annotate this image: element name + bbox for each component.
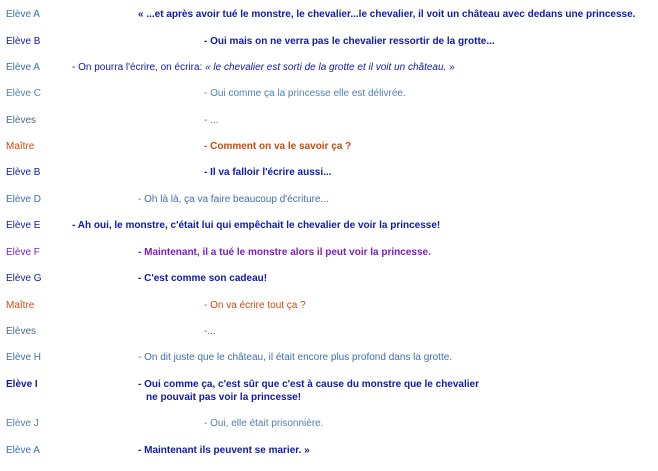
- dialogue-row: [0, 352, 658, 366]
- speaker-label: Elève I: [6, 379, 38, 390]
- dialogue-row: [0, 36, 658, 50]
- dialogue-line: - Il va falloir l'écrire aussi...: [204, 167, 332, 178]
- dialogue-row: [0, 9, 658, 23]
- dialogue-row: [0, 445, 658, 459]
- speaker-label: Elève A: [6, 445, 40, 456]
- dialogue-line: - Oui comme ça, c'est sûr que c'est à cause du monstre que le chevalier: [138, 379, 480, 390]
- speaker-label: Elèves: [6, 115, 37, 126]
- dialogue-line: - Oh là là, ça va faire beaucoup d'écriture...: [138, 194, 329, 205]
- dialogue-quote: « le chevalier est sorti de la grotte et il voit un château.: [205, 62, 447, 73]
- speaker-label: Elève G: [6, 273, 42, 284]
- speaker-label: Elève J: [6, 418, 39, 429]
- dialogue-row: [0, 273, 658, 287]
- dialogue-row: [0, 247, 658, 261]
- speaker-label: Elève A: [6, 9, 40, 20]
- speaker-label: Maître: [6, 300, 35, 311]
- dialogue-line: - On dit juste que le château, il était encore plus profond dans la grotte.: [138, 352, 453, 363]
- dialogue-line: - On va écrire tout ça ?: [204, 300, 306, 311]
- dialogue-row: [0, 167, 658, 181]
- dialogue-line: - ...: [204, 115, 219, 126]
- dialogue-row: [0, 141, 658, 155]
- dialogue-row: [0, 220, 658, 234]
- speaker-label: Elève B: [6, 36, 41, 47]
- dialogue-line: - C'est comme son cadeau!: [138, 273, 268, 284]
- speaker-label: Elève H: [6, 352, 42, 363]
- dialogue-line: [72, 62, 455, 74]
- speaker-label: Elève A: [6, 62, 40, 73]
- dialogue-line: - Oui mais on ne verra pas le chevalier ressortir de la grotte...: [204, 36, 495, 47]
- dialogue-row: [0, 115, 658, 129]
- speaker-label: Elèves: [6, 326, 37, 337]
- dialogue-row: [0, 379, 658, 407]
- speaker-label: Elève D: [6, 194, 42, 205]
- dialogue-line-part: »: [446, 62, 455, 73]
- speaker-label: Elève C: [6, 88, 42, 99]
- dialogue-line: - Oui comme ça la princesse elle est délivrée.: [204, 88, 406, 99]
- dialogue-row: [0, 300, 658, 314]
- dialogue-row: [0, 88, 658, 102]
- speaker-label: Elève E: [6, 220, 41, 231]
- dialogue-row: [0, 418, 658, 432]
- dialogue-line: - Oui, elle était prisonnière.: [204, 418, 324, 429]
- dialogue-row: [0, 194, 658, 208]
- dialogue-row: [0, 62, 658, 76]
- dialogue-line-continuation: ne pouvait pas voir la princesse!: [146, 392, 302, 403]
- dialogue-row: [0, 326, 658, 340]
- dialogue-line: - Maintenant ils peuvent se marier. »: [138, 445, 310, 456]
- speaker-label: Elève F: [6, 247, 40, 258]
- speaker-label: Maître: [6, 141, 35, 152]
- dialogue-line-part: - On pourra l'écrire, on écrira:: [72, 62, 206, 73]
- dialogue-line: - Ah oui, le monstre, c'était lui qui empêchait le chevalier de voir la princesse!: [72, 220, 441, 231]
- dialogue-line: - Maintenant, il a tué le monstre alors il peut voir la princesse.: [138, 247, 431, 258]
- dialogue-line: - Comment on va le savoir ça ?: [204, 141, 352, 152]
- speaker-label: Elève B: [6, 167, 41, 178]
- dialogue-line: « ...et après avoir tué le monstre, le chevalier...le chevalier, il voit un château avec dedans une princesse.: [138, 9, 636, 20]
- dialogue-line: -...: [204, 326, 216, 337]
